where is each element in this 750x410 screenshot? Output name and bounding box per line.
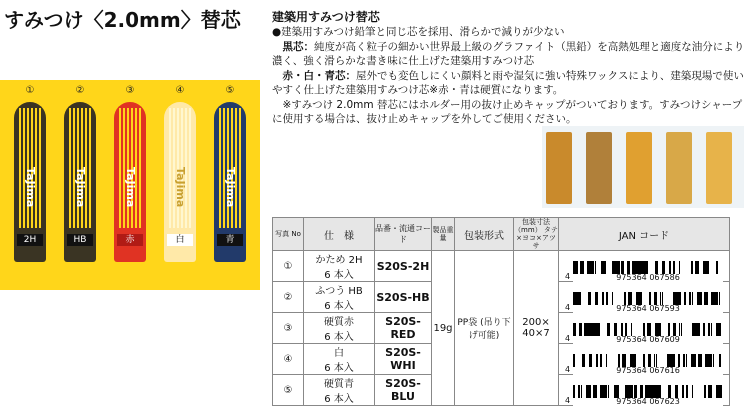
- desc-note: ※すみつけ 2.0mm 替芯にはホルダー用の抜け止めキャップがついております。すみつけシャープに使用する場合は、抜け止めキャップを外してご使用ください。: [272, 98, 743, 125]
- photo-number: ④: [175, 85, 185, 96]
- cell-jan: [559, 344, 730, 375]
- cell-no: ①: [273, 251, 304, 282]
- pack-label: 白: [167, 234, 193, 246]
- barcode: [573, 354, 723, 374]
- package-image: [626, 132, 652, 204]
- package-image: [666, 132, 692, 204]
- cell-no: ③: [273, 313, 304, 344]
- cell-spec: [304, 251, 375, 282]
- col-weight: 製品重量: [432, 218, 455, 251]
- barcode: [573, 261, 723, 281]
- cell-no: ④: [273, 344, 304, 375]
- spec-line: 6 本入: [324, 270, 354, 281]
- cell-jan: [559, 375, 730, 406]
- col-code: 品番・流通コード: [375, 218, 432, 251]
- page-title: すみつけ〈2.0mm〉替芯: [4, 8, 241, 32]
- cell-package: PP袋 (吊り下げ可能): [455, 251, 514, 406]
- cell-weight: 19g: [432, 251, 455, 406]
- jan-prefix: 4: [564, 365, 571, 374]
- brand-logo: TaJima: [174, 166, 187, 208]
- spec-line: 6 本入: [324, 332, 354, 343]
- spec-line: かため 2H: [315, 255, 363, 266]
- pack-label: HB: [67, 234, 93, 246]
- package-image: [586, 132, 612, 204]
- section-heading: 建築用すみつけ替芯: [272, 10, 380, 24]
- cell-code: S20S-BLU: [375, 375, 432, 406]
- spec-line: 白: [334, 348, 344, 359]
- jan-number: 975364 067609: [573, 336, 723, 344]
- col-package: 包装形式: [455, 218, 514, 251]
- pack-label: 青: [217, 234, 243, 246]
- cell-jan: [559, 251, 730, 282]
- pack-label: 赤: [117, 234, 143, 246]
- cell-jan: [559, 282, 730, 313]
- cell-code: S20S-WHI: [375, 344, 432, 375]
- package-thumbnail: [542, 126, 744, 208]
- barcode: [573, 292, 723, 312]
- photo-number: ⑤: [225, 85, 235, 96]
- description: [272, 25, 750, 127]
- col-spec: 仕 様: [304, 218, 375, 251]
- lead-pack: [114, 102, 146, 262]
- photo-number: ①: [25, 85, 35, 96]
- cell-code: S20S-RED: [375, 313, 432, 344]
- table-row: [273, 251, 730, 282]
- jan-number: 975364 067616: [573, 367, 723, 375]
- cell-spec: [304, 313, 375, 344]
- cell-spec: [304, 344, 375, 375]
- desc-line-1: ●建築用すみつけ鉛筆と同じ芯を採用、滑らかで減りが少ない: [272, 26, 565, 38]
- jan-number: 975364 067623: [573, 398, 723, 406]
- lead-pack: [164, 102, 196, 262]
- cell-size: 200× 40×7: [514, 251, 559, 406]
- package-image: [546, 132, 572, 204]
- cell-jan: [559, 313, 730, 344]
- jan-prefix: 4: [564, 396, 571, 405]
- jan-prefix: 4: [564, 334, 571, 343]
- photo-number: ②: [75, 85, 85, 96]
- desc-black-lead: 黒芯：純度が高く粒子の細かい世界最上級のグラファイト（黒鉛）を高熱処理と適度な油分により濃く、強く滑らかな書き味に仕上げた建築用すみつけ芯: [272, 40, 745, 67]
- product-photo: [0, 80, 260, 290]
- jan-number: 975364 067593: [573, 305, 723, 313]
- spec-line: ふつう HB: [315, 286, 363, 297]
- cell-code: S20S-HB: [375, 282, 432, 313]
- lead-pack: [64, 102, 96, 262]
- pack-label: 2H: [17, 234, 43, 246]
- spec-table: [272, 217, 730, 406]
- col-size: 包装寸法（mm） タテ×ヨコ×アツサ: [514, 218, 558, 250]
- spec-line: 6 本入: [324, 301, 354, 312]
- brand-logo: TaJima: [74, 166, 87, 208]
- cell-spec: [304, 282, 375, 313]
- lead-pack: [214, 102, 246, 262]
- spec-line: 硬質赤: [324, 317, 354, 328]
- brand-logo: TaJima: [224, 166, 237, 208]
- spec-line: 硬質青: [324, 379, 354, 390]
- desc-color-lead: 赤・白・青芯：屋外でも変色しにくい顔料と雨や湿気に強い特殊ワックスにより、建築現場で使いやすく仕上げた建築用すみつけ芯※赤・青は硬質になります。: [272, 69, 744, 96]
- spec-line: 6 本入: [324, 363, 354, 374]
- col-jan: JAN コード: [559, 218, 730, 251]
- brand-logo: TaJima: [124, 166, 137, 208]
- package-image: [706, 132, 732, 204]
- jan-prefix: 4: [564, 303, 571, 312]
- col-photo-no: 写真 No: [273, 218, 304, 251]
- jan-prefix: 4: [564, 272, 571, 281]
- cell-no: ⑤: [273, 375, 304, 406]
- brand-logo: TaJima: [24, 166, 37, 208]
- barcode: [573, 323, 723, 343]
- cell-code: S20S-2H: [375, 251, 432, 282]
- lead-pack: [14, 102, 46, 262]
- photo-number: ③: [125, 85, 135, 96]
- cell-no: ②: [273, 282, 304, 313]
- cell-spec: [304, 375, 375, 406]
- spec-line: 6 本入: [324, 394, 354, 405]
- jan-number: 975364 067586: [573, 274, 723, 282]
- barcode: [573, 385, 723, 405]
